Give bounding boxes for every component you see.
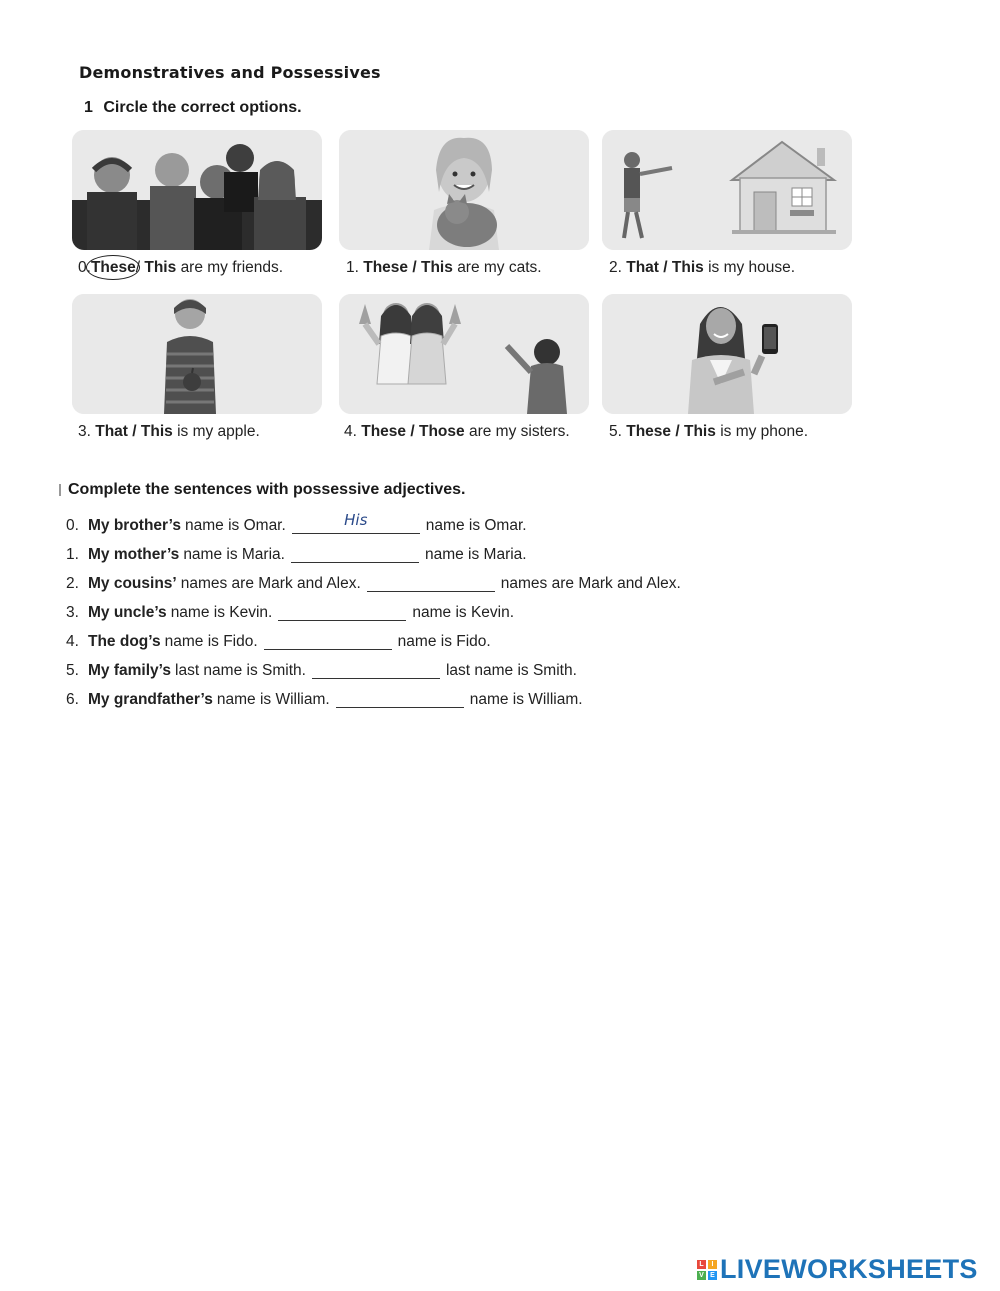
answer-blank-3[interactable] <box>278 603 406 621</box>
photo-card-phone <box>602 294 852 414</box>
separator: / <box>410 423 415 440</box>
sentence-subject: The dog’s <box>88 633 161 650</box>
caption-0 <box>78 259 283 277</box>
option-these[interactable]: These <box>626 423 672 440</box>
answer-blank-6[interactable] <box>336 690 464 708</box>
logo-text: LIVEWORKSHEETS <box>720 1254 978 1284</box>
separator: / <box>675 423 680 440</box>
sentence-ending: name is Omar. <box>425 517 527 534</box>
caption-3 <box>78 423 260 441</box>
sentence-number: 2. <box>66 575 79 592</box>
photo-grid <box>72 130 872 460</box>
caption-1-rest: are my cats. <box>457 259 542 276</box>
caption-5-rest: is my phone. <box>720 423 809 440</box>
sentence-text: name is William. <box>216 691 330 708</box>
boy-with-apple-image <box>72 294 322 414</box>
separator: / <box>135 259 141 276</box>
logo-letter: L <box>697 1260 706 1269</box>
sentence-number: 6. <box>66 691 79 708</box>
boy-pointing-house-image <box>602 130 852 250</box>
section-1-number: 1 <box>84 99 93 116</box>
option-this[interactable]: This <box>140 423 173 440</box>
caption-3-number: 3. <box>78 423 91 440</box>
woman-with-phone-image <box>602 294 852 414</box>
sentence-subject: My mother’s <box>88 546 180 563</box>
sentence-5 <box>66 653 681 682</box>
photo-card-house <box>602 130 852 250</box>
sentence-0 <box>66 508 681 537</box>
caption-2-rest: is my house. <box>708 259 796 276</box>
section-1-instruction <box>84 99 302 117</box>
sentence-number: 0. <box>66 517 79 534</box>
sentence-ending: name is Kevin. <box>412 604 515 621</box>
sentence-text: name is Fido. <box>164 633 258 650</box>
sentence-text: name is Omar. <box>185 517 286 534</box>
option-these[interactable]: These <box>361 423 407 440</box>
sentence-text: name is Kevin. <box>170 604 273 621</box>
option-that[interactable]: That <box>626 259 659 276</box>
caption-4 <box>344 423 570 441</box>
photo-card-apple <box>72 294 322 414</box>
sentence-3 <box>66 595 681 624</box>
sentence-ending: name is Maria. <box>424 546 527 563</box>
section-2-instruction: Complete the sentences with possessive adjectives. <box>68 481 466 498</box>
handwritten-answer: His <box>344 511 368 529</box>
sentence-number: 3. <box>66 604 79 621</box>
caption-1 <box>346 259 542 277</box>
sentence-2 <box>66 566 681 595</box>
sisters-image <box>339 294 589 414</box>
answer-blank-1[interactable] <box>291 545 419 563</box>
logo-letter: I <box>708 1260 717 1269</box>
caption-2-number: 2. <box>609 259 622 276</box>
sentence-subject: My family’s <box>88 662 171 679</box>
friends-image <box>72 130 322 250</box>
sentence-1 <box>66 537 681 566</box>
caption-4-rest: are my sisters. <box>468 423 570 440</box>
option-that[interactable]: That <box>95 423 128 440</box>
caption-5-number: 5. <box>609 423 622 440</box>
sentence-ending: names are Mark and Alex. <box>500 575 681 592</box>
option-this[interactable]: This <box>144 259 177 276</box>
sentence-subject: My cousins’ <box>88 575 177 592</box>
option-those[interactable]: Those <box>419 423 465 440</box>
answer-blank-5[interactable] <box>312 661 440 679</box>
option-these[interactable]: These <box>363 259 409 276</box>
sentence-subject: My grandfather’s <box>88 691 213 708</box>
option-these-circled[interactable]: These <box>90 259 136 276</box>
caption-0-number: 0. <box>78 259 91 276</box>
logo-letter: V <box>697 1271 706 1280</box>
sentence-number: 5. <box>66 662 79 679</box>
sentence-ending: name is William. <box>469 691 583 708</box>
sentence-text: name is Maria. <box>183 546 285 563</box>
caption-2 <box>609 259 795 277</box>
sentence-6 <box>66 682 681 711</box>
option-this[interactable]: This <box>684 423 716 440</box>
separator: / <box>412 259 417 276</box>
sentence-number: 4. <box>66 633 79 650</box>
sentence-subject: My brother’s <box>88 517 182 534</box>
caption-4-number: 4. <box>344 423 357 440</box>
photo-card-cats <box>339 130 589 250</box>
answer-blank-2[interactable] <box>367 574 495 592</box>
logo-letter: E <box>708 1271 717 1280</box>
caption-5 <box>609 423 808 441</box>
page-title: Demonstratives and Possessives <box>79 63 381 82</box>
section-2-marker <box>59 484 61 496</box>
logo-icon <box>697 1260 717 1280</box>
sentence-number: 1. <box>66 546 79 563</box>
sentence-text: names are Mark and Alex. <box>180 575 361 592</box>
separator: / <box>132 423 137 440</box>
sentence-list <box>66 508 681 711</box>
sentence-subject: My uncle’s <box>88 604 167 621</box>
section-1-text: Circle the correct options. <box>103 99 302 116</box>
caption-0-rest: are my friends. <box>180 259 284 276</box>
liveworksheets-logo[interactable] <box>697 1254 978 1285</box>
option-this[interactable]: This <box>671 259 704 276</box>
sentence-4 <box>66 624 681 653</box>
girl-with-cat-image <box>339 130 589 250</box>
separator: / <box>663 259 668 276</box>
answer-blank-0[interactable] <box>292 511 420 534</box>
photo-card-friends <box>72 130 322 250</box>
photo-card-sisters <box>339 294 589 414</box>
answer-blank-4[interactable] <box>264 632 392 650</box>
sentence-text: last name is Smith. <box>175 662 306 679</box>
caption-1-number: 1. <box>346 259 359 276</box>
sentence-ending: name is Fido. <box>397 633 491 650</box>
sentence-ending: last name is Smith. <box>445 662 577 679</box>
option-this[interactable]: This <box>421 259 453 276</box>
caption-3-rest: is my apple. <box>177 423 260 440</box>
